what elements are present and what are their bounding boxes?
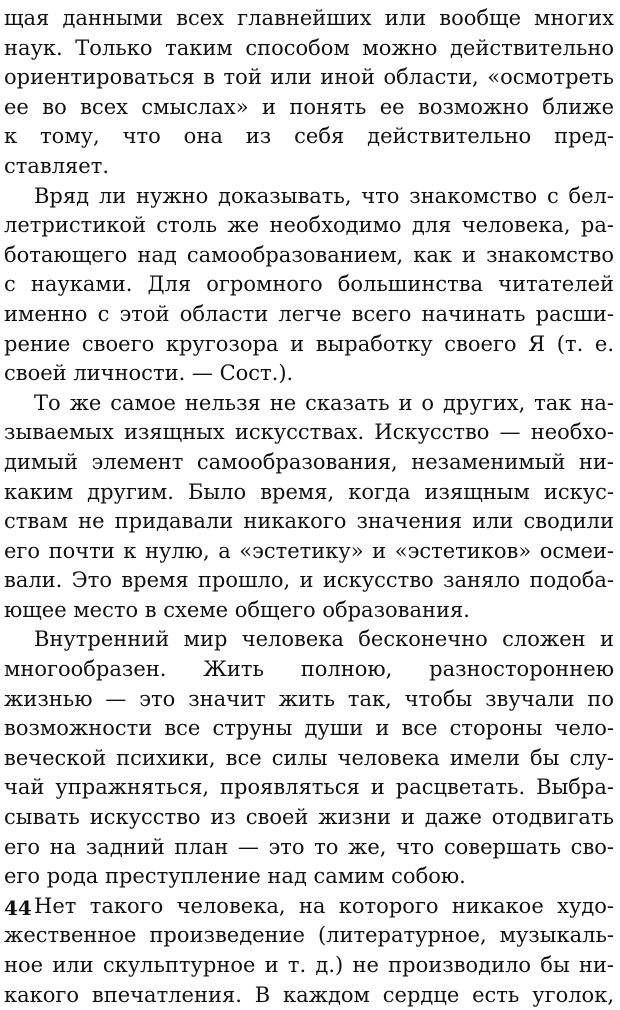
text-line: наук. Только таким способом можно действительно (4, 35, 614, 60)
text-line: ющее место в схеме общего образования. (4, 597, 470, 622)
text-line: к тому, что она из себя действительно пред- (4, 124, 614, 149)
text-line: с науками. Для огромного большинства читателей (4, 272, 614, 297)
text-line: многообразен. Жить полною, разностороннею (4, 657, 614, 682)
text-line: ставляет. (4, 153, 110, 178)
text-line: своей личности. — Сост.). (4, 361, 294, 386)
text-line: ее во всех смыслах» и понять ее возможно ближе (4, 94, 614, 119)
text-line: какого впечатления. В каждом сердце есть уголок, (4, 982, 614, 1007)
text-line: жественное произведение (литературное, музыкаль- (4, 923, 614, 948)
text-line: именно с этой области легче всего начинать расши- (4, 301, 614, 326)
text-line: его на задний план — это то же, что совершать сво- (4, 834, 614, 859)
text-line: щая данными всех главнейших или вообще многих (4, 6, 614, 30)
text-line: веческой психики, все силы человека имели бы слу- (4, 745, 614, 770)
text-line: Внутренний мир человека бесконечно сложен и (34, 627, 614, 652)
text-line: ствам не придавали никакого значения или сводили (4, 509, 614, 534)
text-line: вали. Это время прошло, и искусство заняло подоба- (4, 568, 614, 593)
text-line: ориентироваться в той или иной области, «осмотреть (4, 65, 614, 90)
text-line: зываемых изящных искусствах. Искусство — необхо- (4, 420, 614, 445)
text-line: жизнью — это значит жить так, чтобы звучали по (4, 686, 614, 711)
paragraph-5 (4, 892, 614, 1010)
paragraph-3 (4, 389, 614, 626)
text-line: То же самое нельзя не сказать и о других, так на- (34, 390, 614, 415)
paragraph-4 (4, 625, 614, 891)
text-line: летристикой столь же необходимо для человека, ра- (4, 213, 614, 238)
text-line: его почти к нулю, а «эстетику» и «эстетиков» осмеи- (4, 538, 614, 563)
text-line: возможности все струны души и все стороны чело- (4, 716, 614, 741)
paragraph-1 (4, 4, 614, 182)
text-line: рение своего кругозора и выработку своего Я (т. е. (4, 331, 614, 356)
page-number: 44 (4, 896, 32, 920)
text-line: димый элемент самообразования, незаменимый ни- (4, 449, 614, 474)
text-line: чай упражняться, проявляться и расцветать. Выбра- (4, 775, 614, 800)
text-line: Вряд ли нужно доказывать, что знакомство с бел- (34, 183, 614, 208)
text-line: ботающего над самообразованием, как и знакомство (4, 242, 614, 267)
text-line: ное или скульптурное и т. д.) не производило бы ни- (4, 953, 614, 977)
paragraph-2 (4, 182, 614, 389)
text-line: Нет такого человека, на которого никакое худо- (34, 893, 614, 918)
text-line: его рода преступление над самим собою. (4, 864, 466, 889)
text-line: каким другим. Было время, когда изящным искус- (4, 479, 614, 504)
text-line: сывать искусство из своей жизни и даже отодвигать (4, 805, 614, 830)
